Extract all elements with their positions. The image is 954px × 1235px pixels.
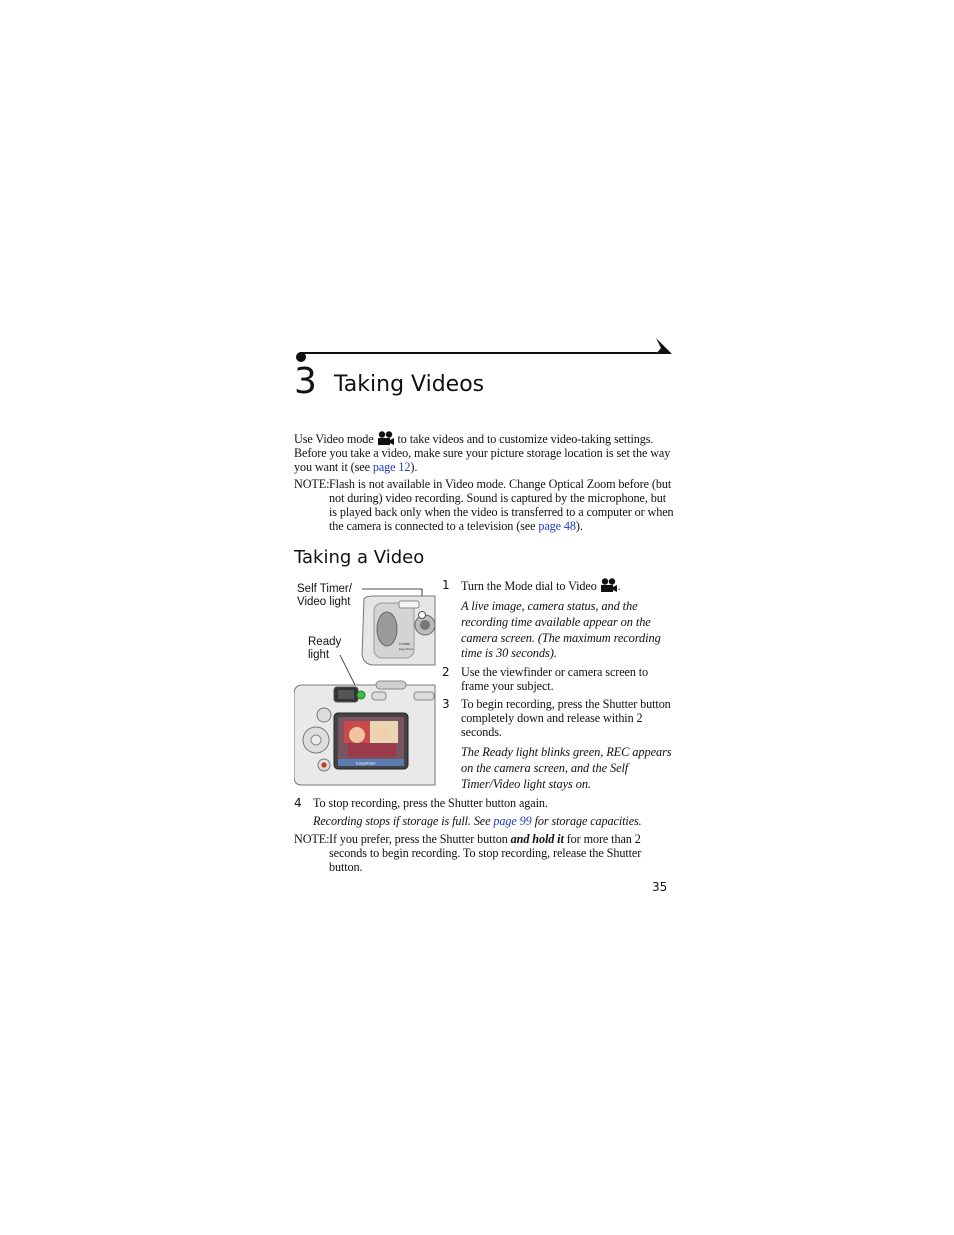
step-4-text: To stop recording, press the Shutter button again. xyxy=(313,796,548,810)
step-3-result: The Ready light blinks green, REC appears on the camera screen, and the Self Timer/Video light stays on. xyxy=(461,745,672,791)
chapter-title: Taking Videos xyxy=(334,372,485,397)
callout-self-timer: Self Timer/ Video light xyxy=(297,583,352,608)
step-2-number: 2 xyxy=(442,665,450,679)
note-1: Flash is not available in Video mode. Change Optical Zoom before (but not during) video recording. Sound is captured by the microphone, but is played back only when the video is transferred to a computer or when the camera is connected to a television (see page 48). xyxy=(329,477,674,533)
note-label: NOTE: xyxy=(294,832,330,846)
intro-line-1: Use Video mode to take videos and to customize video-taking settings. xyxy=(294,432,654,446)
chapter-rule xyxy=(300,352,657,354)
chapter-arrow-icon xyxy=(654,336,674,356)
page-number: 35 xyxy=(652,880,668,894)
link-page-48[interactable]: page 48 xyxy=(538,519,576,533)
step-4-number: 4 xyxy=(294,796,302,810)
video-camera-icon xyxy=(377,431,395,446)
step-3-number: 3 xyxy=(442,697,450,711)
link-page-99[interactable]: page 99 xyxy=(493,814,532,828)
camera-illustration xyxy=(294,583,436,788)
section-title: Taking a Video xyxy=(294,547,425,568)
step-1-result: A live image, camera status, and the recording time available appear on the camera screen. (The maximum recording time is 30 seconds). xyxy=(461,599,661,661)
step-3-text: To begin recording, press the Shutter button completely down and release within 2 seconds. xyxy=(461,697,671,739)
step-1-text: Turn the Mode dial to Video . xyxy=(461,579,621,593)
camera-back xyxy=(294,681,435,785)
step-4-result: Recording stops if storage is full. See page 99 for storage capacities. xyxy=(313,814,642,828)
chapter-number: 3 xyxy=(294,361,317,402)
camera-model: EasyShare xyxy=(399,647,414,651)
camera-brand: Kodak xyxy=(399,641,411,646)
note-2: If you prefer, press the Shutter button and hold it for more than 2 seconds to begin recording. To stop recording, release the Shutter button. xyxy=(329,832,642,874)
callout-ready-light: Ready light xyxy=(308,636,342,661)
camera-front xyxy=(362,596,435,665)
emphasis-hold: and hold it xyxy=(510,832,564,846)
step-1-number: 1 xyxy=(442,578,450,592)
video-camera-icon xyxy=(600,578,618,593)
note-label: NOTE: xyxy=(294,477,330,491)
link-page-12[interactable]: page 12 xyxy=(372,460,411,474)
intro-paragraph: Use Video mode to take videos and to customize video-taking settings. Before you take a video, make sure your picture storage location is set the way you want it (see page 12). xyxy=(294,431,674,474)
camera-screen-label: EasyShare xyxy=(356,760,376,766)
step-2-text: Use the viewfinder or camera screen to frame your subject. xyxy=(461,665,649,693)
ready-light xyxy=(357,691,365,699)
